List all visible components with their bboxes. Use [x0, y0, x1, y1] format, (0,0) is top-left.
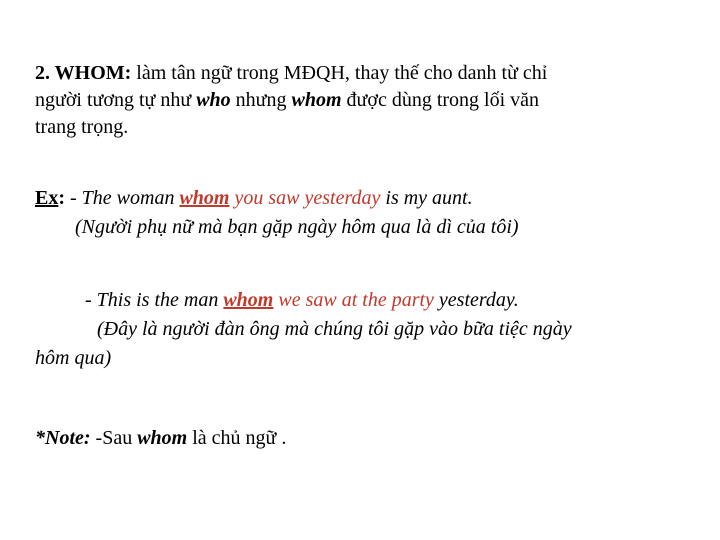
definition-text-3: trang trọng. — [35, 116, 129, 138]
definition-text-2c: được dùng trong lối văn — [346, 89, 540, 111]
definition-term: 2. WHOM: — [35, 62, 132, 84]
note-text-b: là chủ ngữ . — [192, 427, 287, 449]
note-text-a: -Sau — [95, 427, 133, 449]
example-1-translation-text: (Người phụ nữ mà bạn gặp ngày hôm qua là dì của tôi) — [75, 216, 519, 238]
whom-definition — [35, 60, 695, 141]
note-whom: whom — [137, 427, 188, 449]
example-2-translation-text-1: (Đây là người đàn ông mà chúng tôi gặp vào bữa tiệc ngày — [97, 318, 572, 340]
note-line — [35, 424, 695, 453]
example-1-sentence — [35, 184, 695, 213]
example-1-dash: - The woman — [70, 187, 175, 209]
note-label: *Note: — [35, 427, 91, 449]
example-2 — [35, 286, 695, 373]
definition-line-2 — [35, 87, 695, 114]
definition-text-2a: người tương tự như — [35, 89, 192, 111]
example-2-translation-text-2: hôm qua) — [35, 347, 112, 369]
example-1-translation — [35, 213, 695, 242]
example-1-whom: whom — [179, 187, 230, 209]
example-2-dash: - This is the man — [85, 289, 219, 311]
note — [35, 424, 695, 453]
example-1-relative-clause: you saw yesterday — [234, 187, 381, 209]
definition-line-3 — [35, 114, 695, 141]
example-1 — [35, 184, 695, 242]
example-1-tail: is my aunt. — [385, 187, 473, 209]
example-label: Ex — [35, 187, 59, 209]
example-2-translation-1 — [35, 315, 695, 344]
definition-whom: whom — [291, 89, 342, 111]
definition-text-2b: nhưng — [235, 89, 287, 111]
example-2-whom: whom — [223, 289, 274, 311]
example-2-translation-2 — [35, 344, 695, 373]
definition-text-1: làm tân ngữ trong MĐQH, thay thế cho danh từ chỉ — [136, 62, 548, 84]
example-2-sentence — [35, 286, 695, 315]
example-label-colon: : — [58, 187, 66, 209]
definition-line-1 — [35, 60, 695, 87]
definition-who: who — [196, 89, 231, 111]
example-2-relative-clause: we saw at the party — [278, 289, 434, 311]
example-2-tail: yesterday. — [438, 289, 519, 311]
